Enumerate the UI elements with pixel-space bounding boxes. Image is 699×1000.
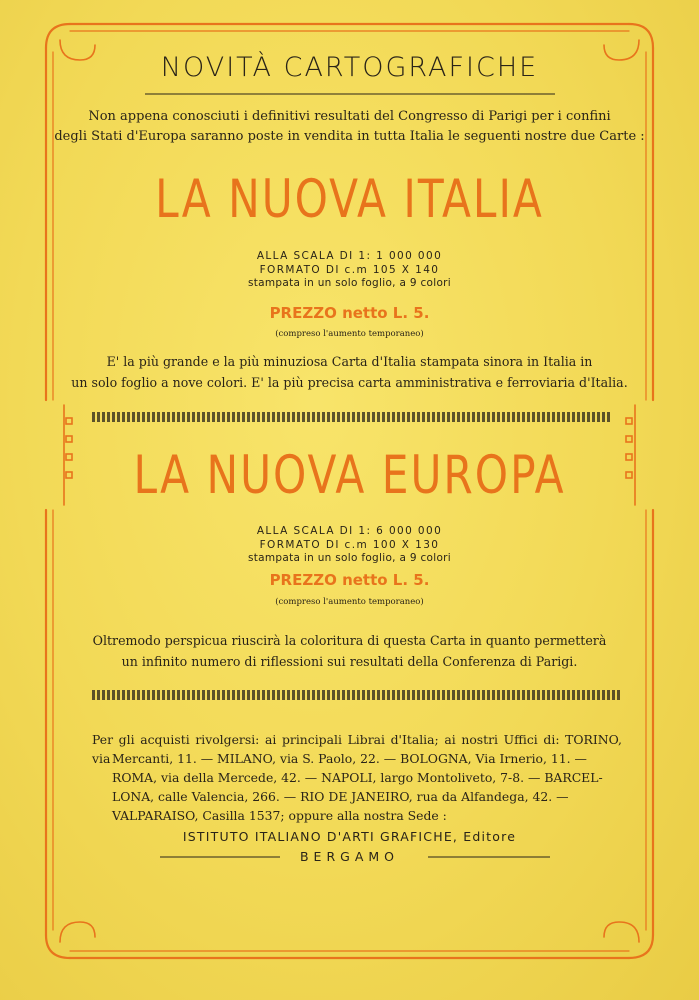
page-title: NOVITÀ CARTOGRAFICHE xyxy=(160,52,539,83)
italia-price: PREZZO netto L. 5. xyxy=(269,304,430,322)
europa-title: LA NUOVA EUROPA xyxy=(133,444,566,507)
publisher-name: ISTITUTO ITALIANO D'ARTI GRAFICHE, Editore xyxy=(182,829,517,844)
italia-desc-line-2: un solo foglio a nove colori. E' la più precisa carta amministrativa e ferroviaria d'Italia. xyxy=(71,375,628,390)
publisher-city: BERGAMO xyxy=(299,849,400,864)
italia-print: stampata in un solo foglio, a 9 colori xyxy=(247,277,452,289)
italia-price-note: (compreso l'aumento temporaneo) xyxy=(275,329,424,339)
europa-price: PREZZO netto L. 5. xyxy=(269,571,430,589)
decorative-divider xyxy=(92,412,610,422)
europa-desc-line-2: un infinito numero di riflessioni sui resultati della Conferenza di Parigi. xyxy=(121,654,578,669)
purchase-line-1: Per gli acquisti rivolgersi: ai principali Librai d'Italia; ai nostri Uffici di: TORINO, via xyxy=(92,732,622,766)
decorative-divider xyxy=(92,690,620,700)
purchase-line-4: LONA, calle Valencia, 266. — RIO DE JANEIRO, rua da Alfandega, 42. — xyxy=(112,789,569,804)
europa-desc-line-1: Oltremodo perspicua riuscirà la coloritura di questa Carta in quanto permetterà xyxy=(92,633,607,648)
purchase-line-5: VALPARAISO, Casilla 1537; oppure alla nostra Sede : xyxy=(112,808,447,823)
title-underline xyxy=(145,92,555,98)
purchase-line-3: ROMA, via della Mercede, 42. — NAPOLI, largo Montoliveto, 7-8. — BARCEL- xyxy=(112,770,603,785)
italia-title: LA NUOVA ITALIA xyxy=(155,168,544,231)
italia-desc-line-1: E' la più grande e la più minuziosa Carta d'Italia stampata sinora in Italia in xyxy=(106,354,593,369)
intro-line-2: degli Stati d'Europa saranno poste in vendita in tutta Italia le seguenti nostre due Carte : xyxy=(54,129,645,144)
purchase-line-2: Mercanti, 11. — MILANO, via S. Paolo, 22. — BOLOGNA, Via Irnerio, 11. — xyxy=(112,751,587,766)
europa-scale: ALLA SCALA DI 1: 6 000 000 xyxy=(256,525,443,537)
intro-line-1: Non appena conosciuti i definitivi resultati del Congresso di Parigi per i confini xyxy=(88,109,611,124)
europa-print: stampata in un solo foglio, a 9 colori xyxy=(247,552,452,564)
europa-format: FORMATO DI c.m 100 X 130 xyxy=(259,539,440,551)
europa-price-note: (compreso l'aumento temporaneo) xyxy=(275,597,424,607)
italia-scale: ALLA SCALA DI 1: 1 000 000 xyxy=(256,250,443,262)
italia-format: FORMATO DI c.m 105 X 140 xyxy=(259,264,440,276)
